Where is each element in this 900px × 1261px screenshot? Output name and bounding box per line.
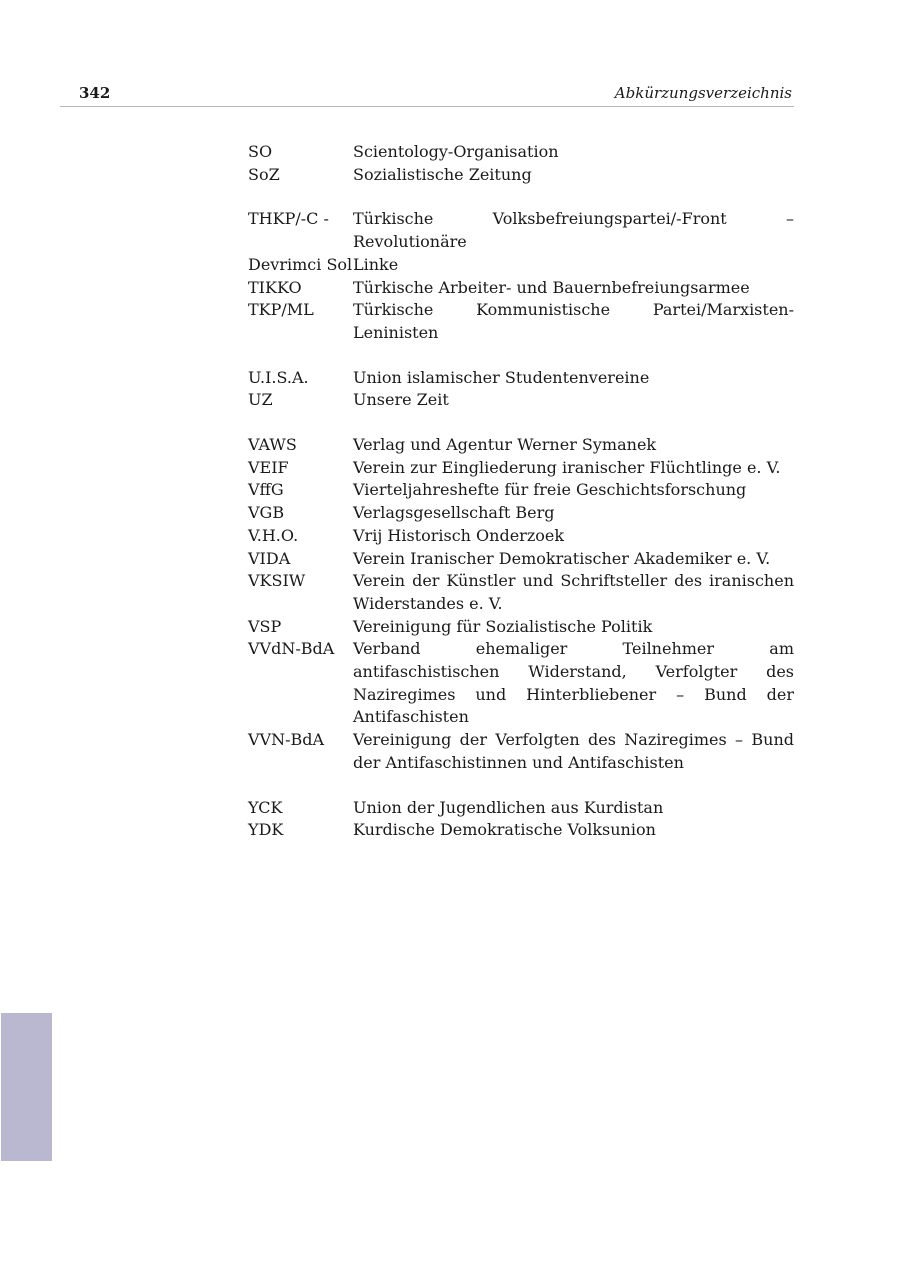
abbreviation: SO [248, 142, 273, 161]
running-head: Abkürzungsverzeichnis [614, 84, 792, 102]
abbreviation: TKP/ML [248, 300, 314, 320]
abbreviation-entry [248, 616, 794, 639]
page-number: 342 [79, 84, 111, 102]
abbreviation: VKSIW [248, 571, 306, 591]
abbreviation-entry [248, 367, 794, 390]
abbreviation: VGB [248, 503, 285, 523]
abbreviation-definition: Verband ehemaliger Teilnehmer am antifaschistischen Widerstand, Verfolgter des Naziregimes und Hinterbliebener – Bund der Antifaschisten [353, 639, 794, 727]
abbreviation-definition: Verein der Künstler und Schriftsteller des iranischen Widerstandes e. V. [353, 571, 794, 613]
chapter-thumb-tab [1, 1013, 52, 1161]
abbreviation-definition: Vrij Historisch Onderzoek [353, 525, 565, 545]
abbreviation-entry [248, 208, 794, 253]
abbreviation: VSP [248, 616, 282, 636]
abbreviation-definition: Unsere Zeit [353, 390, 449, 410]
abbreviation-entry [248, 502, 794, 525]
abbreviation-entry [248, 277, 794, 300]
abbreviation: VffG [248, 480, 284, 500]
abbreviation-entry [248, 141, 794, 164]
abbreviation-entry [248, 434, 794, 457]
abbreviation-entry [248, 299, 794, 344]
abbreviation-definition: Vierteljahreshefte für freie Geschichtsforschung [353, 480, 747, 500]
abbreviation-definition: Union islamischer Studentenvereine [353, 367, 650, 387]
abbreviation: TIKKO [248, 277, 302, 297]
abbreviation-group-u [248, 367, 794, 412]
abbreviation-definition: Verlag und Agentur Werner Symanek [353, 435, 657, 455]
abbreviation-entry [248, 254, 794, 277]
abbreviation-group-t [248, 208, 794, 344]
abbreviation-entry [248, 729, 794, 774]
abbreviation: Devrimci Sol [248, 254, 353, 274]
abbreviation-group-s [248, 141, 794, 186]
abbreviation-entry [248, 548, 794, 571]
abbreviation: YCK [248, 797, 283, 817]
abbreviation-entry [248, 797, 794, 820]
abbreviation-definition: Scientology-Organisation [353, 142, 559, 161]
abbreviation-definition: Verein Iranischer Demokratischer Akademiker e. V. [353, 548, 771, 568]
abbreviation: VVN-BdA [248, 730, 325, 750]
abbreviation-definition: Sozialistische Zeitung [353, 164, 532, 184]
page-header [60, 82, 794, 107]
abbreviation-definition: Türkische Arbeiter- und Bauernbefreiungsarmee [353, 277, 750, 297]
abbreviation-entry [248, 164, 794, 187]
abbreviation-group-y [248, 797, 794, 842]
abbreviation: YDK [248, 820, 284, 840]
abbreviation-definition: Vereinigung der Verfolgten des Naziregimes – Bund der Antifaschistinnen und Antifaschisten [353, 730, 794, 772]
abbreviation-definition: Türkische Volksbefreiungspartei/-Front – Revolutionäre [353, 209, 794, 252]
abbreviation: VAWS [248, 435, 297, 455]
abbreviation: THKP/-C - [248, 209, 329, 229]
abbreviation-definition: Verlagsgesellschaft Berg [353, 503, 555, 523]
abbreviation-definition: Linke [353, 254, 399, 274]
abbreviation-entry [248, 638, 794, 729]
abbreviation-entry [248, 525, 794, 548]
abbreviation-definition: Union der Jugendlichen aus Kurdistan [353, 797, 664, 817]
abbreviation-entry [248, 457, 794, 480]
abbreviation-entry [248, 389, 794, 412]
abbreviation-list [248, 141, 794, 864]
abbreviation-definition: Vereinigung für Sozialistische Politik [353, 616, 653, 636]
abbreviation-definition: Türkische Kommunistische Partei/Marxisten-Leninisten [353, 300, 794, 342]
abbreviation-entry [248, 479, 794, 502]
abbreviation-entry [248, 570, 794, 615]
abbreviation: VIDA [248, 548, 291, 568]
abbreviation-entry [248, 819, 794, 842]
abbreviation: V.H.O. [248, 525, 299, 545]
abbreviation-group-v [248, 434, 794, 775]
abbreviation: UZ [248, 390, 273, 410]
abbreviation: SoZ [248, 164, 280, 184]
abbreviation: U.I.S.A. [248, 367, 309, 387]
abbreviation-definition: Kurdische Demokratische Volksunion [353, 820, 656, 840]
abbreviation-definition: Verein zur Eingliederung iranischer Flüchtlinge e. V. [353, 457, 781, 477]
abbreviation: VEIF [248, 457, 289, 477]
abbreviation: VVdN-BdA [248, 639, 335, 659]
